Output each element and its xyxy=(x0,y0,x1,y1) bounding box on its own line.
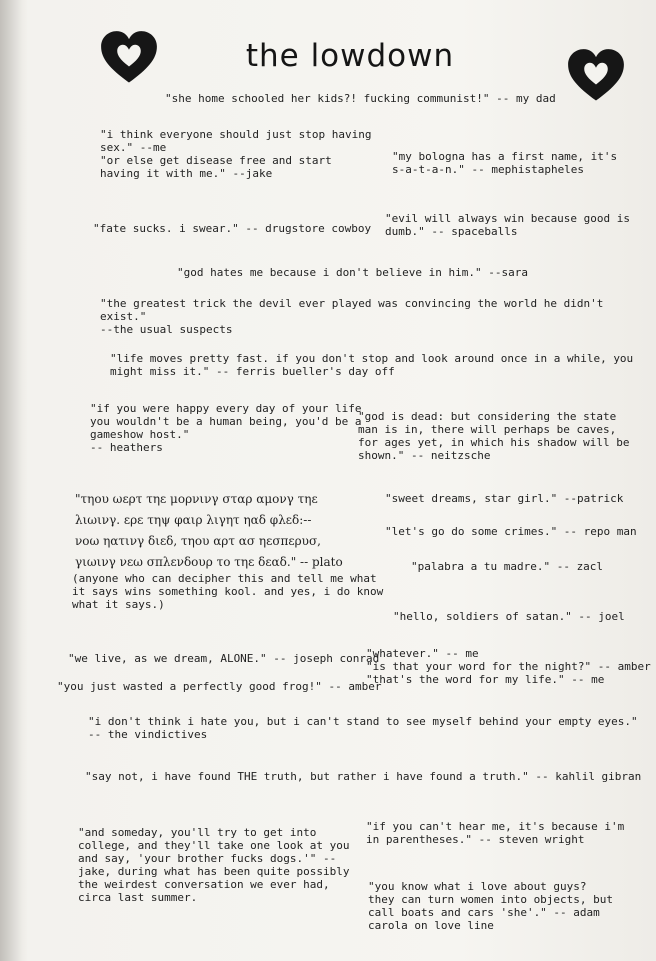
heart-icon-left xyxy=(98,28,160,90)
quote-god-hates: "god hates me because i don't believe in him." --sara xyxy=(177,266,528,279)
heart-icon-right xyxy=(565,46,627,108)
quote-college: "and someday, you'll try to get into college, and they'll take one look at you and say, 'your brother fucks dogs.'" -- jake, during what has been quite possibly the weirdest conversation we ever had, circa last summer. xyxy=(78,826,350,904)
page-title: the lowdown xyxy=(245,38,455,74)
quote-whatever: "whatever." -- me "is that your word for the night?" -- amber "that's the word for my life." -- me xyxy=(366,647,651,686)
quote-my-dad: "she home schooled her kids?! fucking communist!" -- my dad xyxy=(165,92,556,105)
quote-truth: "say not, i have found THE truth, but rather i have found a truth." -- kahlil gibran xyxy=(85,770,642,783)
quote-happy: "if you were happy every day of your life you wouldn't be a human being, you'd be a gameshow host." -- heathers xyxy=(90,402,362,454)
quote-crimes: "let's go do some crimes." -- repo man xyxy=(385,525,637,538)
quote-fate: "fate sucks. i swear." -- drugstore cowboy xyxy=(93,222,372,235)
quote-hate: "i don't think i hate you, but i can't stand to see myself behind your empty eyes." -- the vindictives xyxy=(88,715,638,741)
quote-evil: "evil will always win because good is dumb." -- spaceballs xyxy=(385,212,631,238)
quote-parentheses: "if you can't hear me, it's because i'm in parentheses." -- steven wright xyxy=(366,820,625,846)
quote-alone: "we live, as we dream, ALONE." -- joseph conrad xyxy=(68,652,380,665)
quote-greek: "τηου ωερτ τηε μορνινγ σταρ αμονγ τηε λιωινγ. ερε τηψ φαιρ λιγητ ηαδ φλεδ:-- νοω ηατινγ διεδ, τηου αρτ ασ ηεσπερυσ, γιωινγ νεω σπλενδουρ το τηε δεαδ." -- plato xyxy=(75,492,343,569)
quote-frog: "you just wasted a perfectly good frog!" -- amber xyxy=(57,680,382,693)
quote-stop-having-sex: "i think everyone should just stop having sex." --me "or else get disease free and start having it with me." --jake xyxy=(100,128,372,180)
page-gutter-shadow xyxy=(0,0,22,961)
quote-palabra: "palabra a tu madre." -- zacl xyxy=(411,560,604,573)
quote-bologna: "my bologna has a first name, it's s-a-t-a-n." -- mephistapheles xyxy=(392,150,618,176)
quote-soldiers: "hello, soldiers of satan." -- joel xyxy=(393,610,625,623)
quote-greek-note: (anyone who can decipher this and tell me what it says wins something kool. and yes, i do know what it says.) xyxy=(72,572,384,611)
quote-sweet-dreams: "sweet dreams, star girl." --patrick xyxy=(385,492,624,505)
quote-nietzsche: "god is dead: but considering the state man is in, there will perhaps be caves, for ages yet, in which his shadow will be shown." -- neitzsche xyxy=(358,410,630,462)
quote-devil: "the greatest trick the devil ever played was convincing the world he didn't exist." --the usual suspects xyxy=(100,297,604,336)
quote-guys: "you know what i love about guys? they can turn women into objects, but call boats and cars 'she'." -- adam carola on love line xyxy=(368,880,614,932)
quote-life: "life moves pretty fast. if you don't stop and look around once in a while, you might miss it." -- ferris bueller's day off xyxy=(110,352,634,378)
